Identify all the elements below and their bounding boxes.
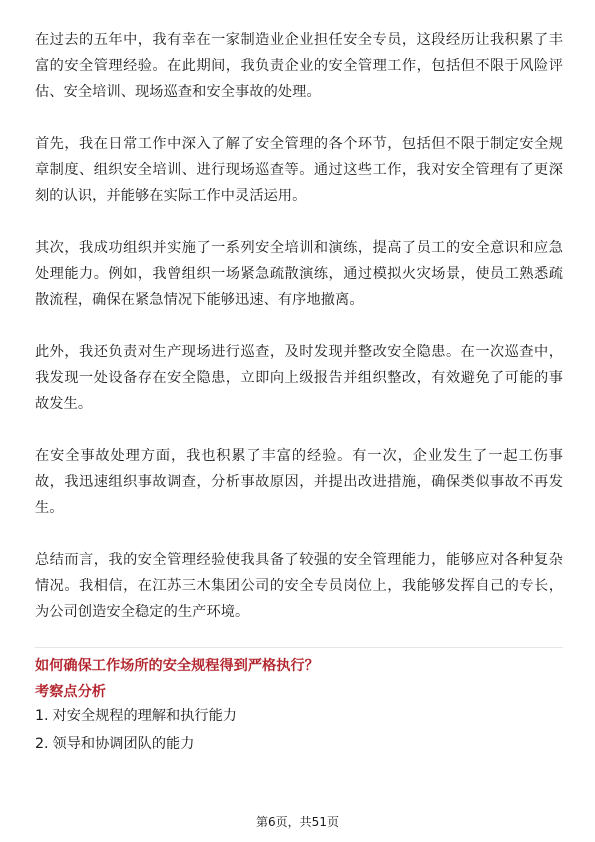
analysis-item: [35, 704, 563, 728]
analysis-item: [35, 732, 563, 756]
analysis-item-number: 2.: [35, 736, 49, 752]
analysis-heading: 考察点分析: [35, 684, 106, 700]
paragraph-experience-intro: 在过去的五年中，我有幸在一家制造业企业担任安全专员，这段经历让我积累了丰富的安全管理经验。在此期间，我负责企业的安全管理工作，包括但不限于风险评估、安全培训、现场巡查和安全事故的处理。: [35, 32, 563, 100]
analysis-item-text: 领导和协调团队的能力: [52, 736, 195, 752]
analysis-item-number: 1.: [35, 708, 49, 724]
question-heading: 如何确保工作场所的安全规程得到严格执行？: [35, 658, 319, 674]
paragraph-conclusion: 总结而言，我的安全管理经验使我具备了较强的安全管理能力，能够应对各种复杂情况。我相信，在江苏三木集团公司的安全专员岗位上，我能够发挥自己的专长，为公司创造安全稳定的生产环境。: [35, 552, 563, 620]
page-number: 第6页，共51页: [256, 815, 339, 829]
paragraph-training: 其次，我成功组织并实施了一系列安全培训和演练，提高了员工的安全意识和应急处理能力。例如，我曾组织一场紧急疏散演练，通过模拟火灾场景，使员工熟悉疏散流程，确保在紧急情况下能够迅速、有序地撤离。: [35, 240, 563, 308]
paragraph-accident-handling: 在安全事故处理方面，我也积累了丰富的经验。有一次，企业发生了一起工伤事故，我迅速组织事故调查，分析事故原因，并提出改进措施，确保类似事故不再发生。: [35, 448, 563, 516]
paragraph-inspection: 此外，我还负责对生产现场进行巡查，及时发现并整改安全隐患。在一次巡查中，我发现一处设备存在安全隐患，立即向上级报告并组织整改，有效避免了可能的事故发生。: [35, 344, 563, 412]
analysis-item-text: 对安全规程的理解和执行能力: [52, 708, 237, 724]
page-content: [35, 27, 563, 760]
paragraph-daily-work: 首先，我在日常工作中深入了解了安全管理的各个环节，包括但不限于制定安全规章制度、组织安全培训、进行现场巡查等。通过这些工作，我对安全管理有了更深刻的认识，并能够在实际工作中灵活运用。: [35, 136, 563, 204]
analysis-list: [35, 704, 563, 756]
section-divider: [35, 647, 563, 648]
